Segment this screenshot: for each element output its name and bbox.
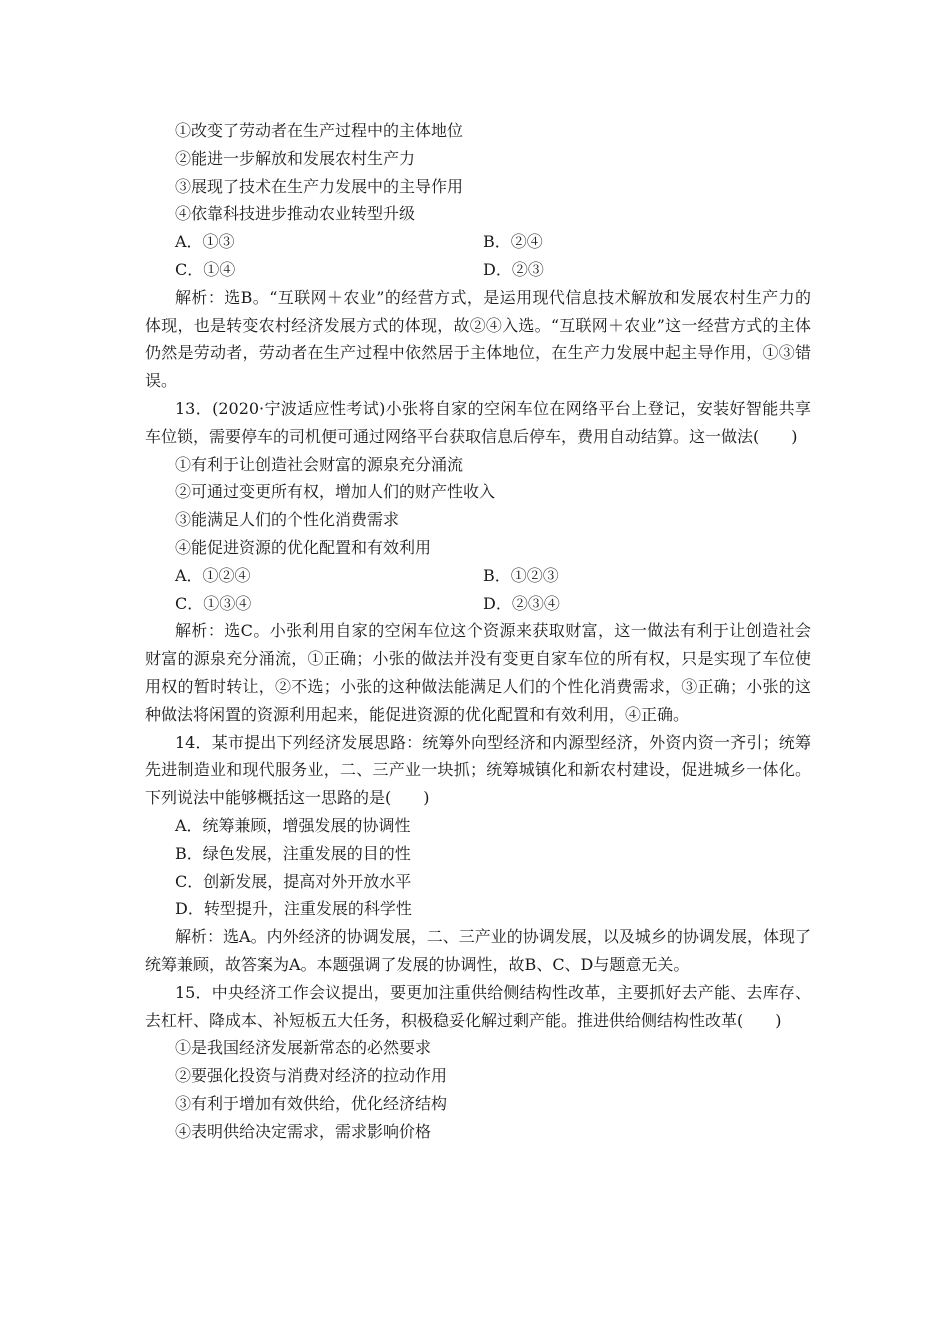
q13-statement-2: ②可通过变更所有权，增加人们的财产性收入: [175, 482, 496, 502]
q12-statement-3: ③展现了技术在生产力发展中的主导作用: [175, 176, 464, 196]
q14-choice-d: D．转型提升，注重发展的科学性: [175, 899, 412, 919]
q13-option-d: D．②③④: [483, 593, 560, 613]
q13-statement-4: ④能促进资源的优化配置和有效利用: [175, 537, 432, 557]
q13-option-a: A．①②④: [175, 565, 251, 585]
q12-block: [145, 117, 811, 395]
q12-statement-4: ④依靠科技进步推动农业转型升级: [175, 204, 416, 224]
q14-analysis: 解析：选A。内外经济的协调发展，二、三产业的协调发展，以及城乡的协调发展，体现了统筹兼顾，故答案为A。本题强调了发展的协调性，故B、C、D与题意无关。: [145, 927, 811, 974]
q14-choice-a: A．统筹兼顾，增强发展的协调性: [175, 815, 411, 835]
q13-stem: 13．(2020·宁波适应性考试)小张将自家的空闲车位在网络平台上登记，安装好智能共享车位锁，需要停车的司机便可通过网络平台获取信息后停车，费用自动结算。这一做法( ): [145, 398, 811, 446]
q12-analysis: 解析：选B。“互联网＋农业”的经营方式，是运用现代信息技术解放和发展农村生产力的体现，也是转变农村经济发展方式的体现，故②④入选。“互联网＋农业”这一经营方式的主体仍然是劳动者，劳动者在生产过程中依然居于主体地位，在生产力发展中起主导作用，①③错误。: [145, 287, 811, 391]
q12-option-c: C．①④: [175, 259, 236, 279]
q13-statement-3: ③能满足人们的个性化消费需求: [175, 510, 400, 530]
q13-options-row-2: [145, 590, 811, 618]
q13-analysis: 解析：选C。小张利用自家的空闲车位这个资源来获取财富，这一做法有利于让创造社会财富的源泉充分涌流，①正确；小张的做法并没有变更自家车位的所有权，只是实现了车位使用权的暂时转让，②不选；小张的这种做法能满足人们的个性化消费需求，③正确；小张的这种做法将闲置的资源利用起来，能促进资源的优化配置和有效利用，④正确。: [145, 621, 811, 724]
q14-choice-b: B．绿色发展，注重发展的目的性: [175, 843, 411, 863]
q15-block: [145, 979, 811, 1146]
q12-options-row-2: [145, 256, 811, 284]
q15-statement-1: ①是我国经济发展新常态的必然要求: [175, 1038, 432, 1058]
q15-stem: 15．中央经济工作会议提出，要更加注重供给侧结构性改革，主要抓好去产能、去库存、去杠杆、降成本、补短板五大任务，积极稳妥化解过剩产能。推进供给侧结构性改革( ): [145, 982, 811, 1030]
q12-options-row-1: [145, 228, 811, 256]
q12-option-b: B．②④: [483, 232, 543, 252]
q13-option-c: C．①③④: [175, 593, 252, 613]
q15-statement-2: ②要强化投资与消费对经济的拉动作用: [175, 1066, 448, 1086]
q12-option-d: D．②③: [483, 259, 544, 279]
q12-statement-2: ②能进一步解放和发展农村生产力: [175, 148, 416, 168]
q15-statement-3: ③有利于增加有效供给，优化经济结构: [175, 1093, 448, 1113]
q12-statement-1: ①改变了劳动者在生产过程中的主体地位: [175, 121, 464, 140]
q13-option-b: B．①②③: [483, 565, 559, 585]
q13-options-row-1: [145, 562, 811, 590]
q13-statement-1: ①有利于让创造社会财富的源泉充分涌流: [175, 454, 464, 474]
q14-block: [145, 729, 811, 979]
q14-stem: 14．某市提出下列经济发展思路：统筹外向型经济和内源型经济，外资内资一齐引；统筹先进制造业和现代服务业，二、三产业一块抓；统筹城镇化和新农村建设，促进城乡一体化。下列说法中能够概括这一思路的是( ): [145, 732, 811, 808]
document-page: [145, 117, 811, 1145]
q13-block: [145, 395, 811, 729]
q12-option-a: A．①③: [175, 232, 235, 252]
q14-choice-c: C．创新发展，提高对外开放水平: [175, 871, 412, 891]
q15-statement-4: ④表明供给决定需求，需求影响价格: [175, 1121, 432, 1141]
